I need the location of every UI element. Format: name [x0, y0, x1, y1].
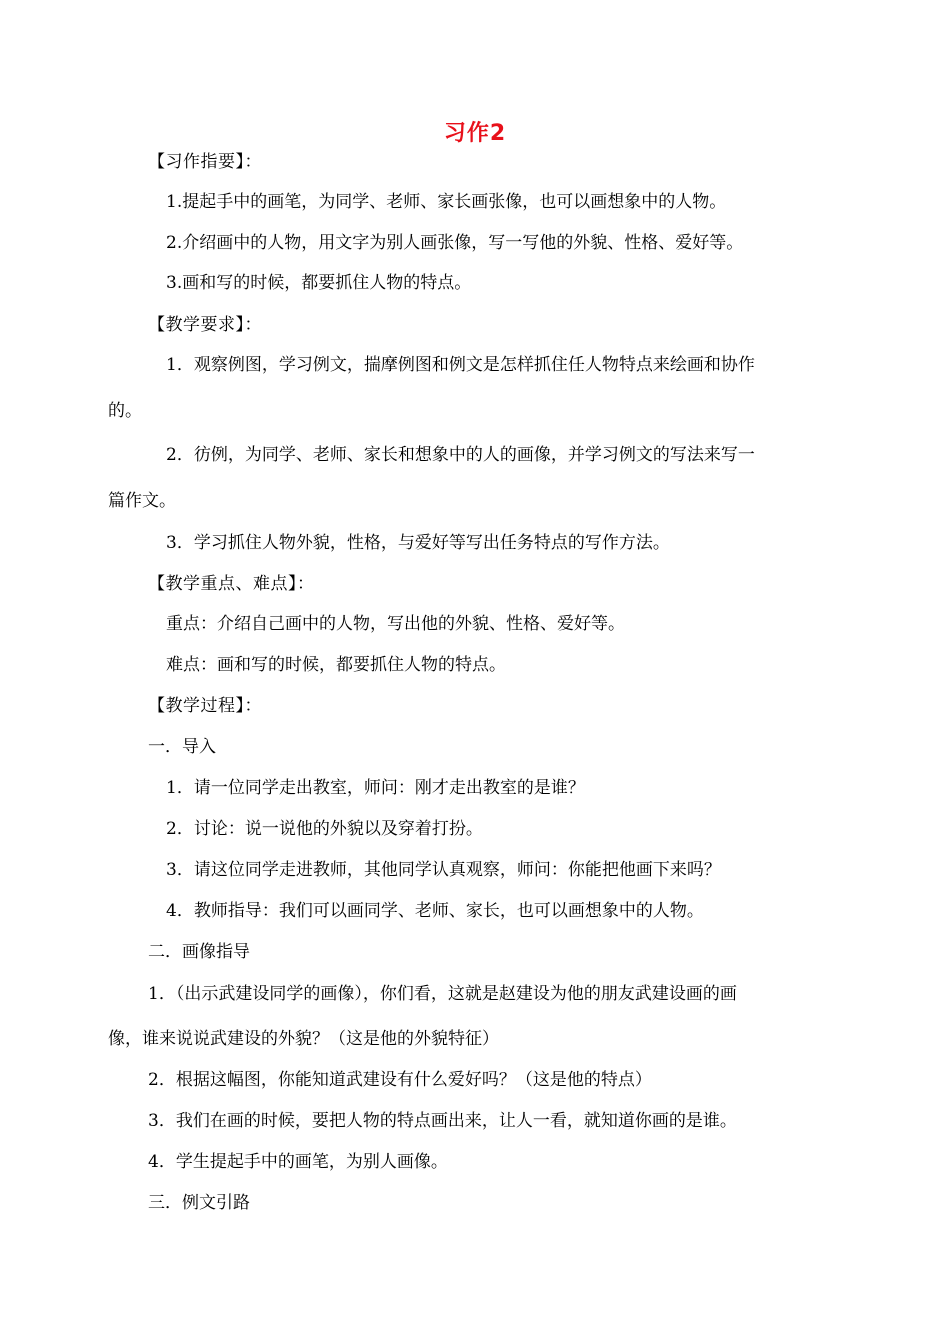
- part2-item-4: 4．学生提起手中的画笔，为别人画像。: [148, 1152, 448, 1172]
- part2-item-1-line1: 1．（出示武建设同学的画像），你们看，这就是赵建设为他的朋友武建设画的画: [148, 984, 737, 1004]
- part2-item-2: 2．根据这幅图，你能知道武建设有什么爱好吗？（这是他的特点）: [148, 1070, 652, 1090]
- difficult-point: 难点：画和写的时候，都要抓住人物的特点。: [166, 655, 506, 675]
- part2-item-3: 3．我们在画的时候，要把人物的特点画出来，让人一看，就知道你画的是谁。: [148, 1111, 737, 1131]
- key-points-heading: 【教学重点、难点】：: [148, 574, 315, 594]
- requirement-3-line1: 3．学习抓住人物外貌，性格，与爱好等写出任务特点的写作方法。: [166, 533, 670, 553]
- part1-item-2: 2．讨论：说一说他的外貌以及穿着打扮。: [166, 819, 483, 839]
- guide-heading: 【习作指要】：: [148, 152, 262, 172]
- part1-title: 一．导入: [148, 737, 216, 757]
- part1-item-3: 3．请这位同学走进教师，其他同学认真观察，师问：你能把他画下来吗？: [166, 860, 721, 880]
- requirement-1-line2: 的。: [108, 401, 142, 421]
- part2-item-1-line2: 像，谁来说说武建设的外貌？（这是他的外貌特征）: [108, 1029, 499, 1049]
- requirements-heading: 【教学要求】：: [148, 315, 262, 335]
- guide-item-3: 3.画和写的时候，都要抓住人物的特点。: [166, 273, 472, 293]
- part3-title: 三．例文引路: [148, 1193, 250, 1213]
- part1-item-4: 4．教师指导：我们可以画同学、老师、家长，也可以画想象中的人物。: [166, 901, 704, 921]
- part1-item-1: 1．请一位同学走出教室，师问：刚才走出教室的是谁？: [166, 778, 585, 798]
- requirement-1-line1: 1．观察例图，学习例文，揣摩例图和例文是怎样抓住任人物特点来绘画和协作: [166, 355, 755, 375]
- requirement-2-line1: 2．彷例，为同学、老师、家长和想象中的人的画像，并学习例文的写法来写一: [166, 445, 755, 465]
- requirement-2-line2: 篇作文。: [108, 491, 176, 511]
- part2-title: 二．画像指导: [148, 942, 250, 962]
- key-point: 重点：介绍自己画中的人物，写出他的外貌、性格、爱好等。: [166, 614, 625, 634]
- guide-item-1: 1.提起手中的画笔，为同学、老师、家长画张像，也可以画想象中的人物。: [166, 192, 727, 212]
- document-title: 习作2: [443, 121, 507, 146]
- process-heading: 【教学过程】：: [148, 696, 262, 716]
- guide-item-2: 2.介绍画中的人物，用文字为别人画张像，写一写他的外貌、性格、爱好等。: [166, 233, 744, 253]
